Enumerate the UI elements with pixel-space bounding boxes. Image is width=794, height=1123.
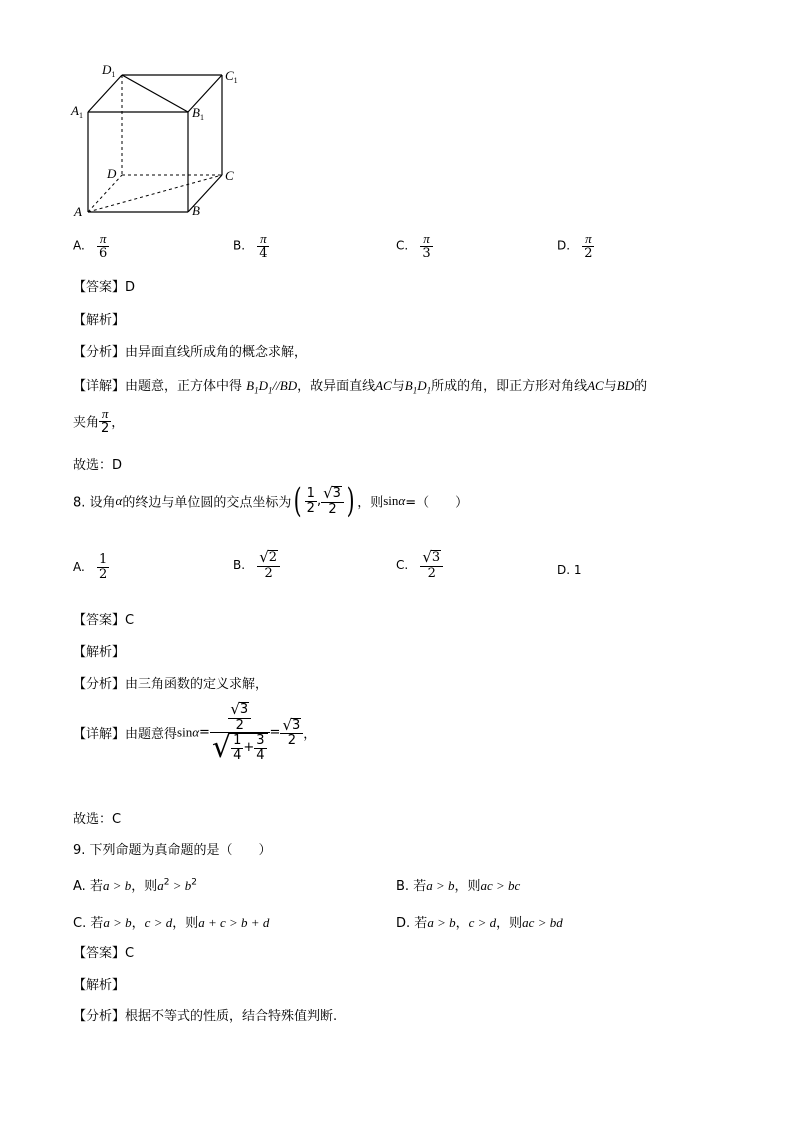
q8-option-a: A. $\frac{1}{2}$ — [73, 552, 108, 582]
q9-option-a: A. 若a > b，则$a^2 > b^2$ — [73, 877, 197, 894]
q7-answer: 【答案】D — [73, 280, 136, 295]
label-d1: $D_1$ — [102, 62, 116, 79]
q8-option-d: D. 1 — [557, 563, 582, 577]
q8-option-b: B. √ 2 2 — [233, 550, 280, 580]
q9-option-d: D. 若a > b，c > d，则ac > bd — [396, 915, 563, 931]
q9-option-b: B. 若a > b，则ac > bc — [396, 878, 521, 894]
q7-xiangjie-line2: 夹角 $\frac{\pi}{2}$ ， — [73, 406, 125, 436]
q9-fenxi: 【分析】根据不等式的性质，结合特殊值判断. — [73, 1009, 338, 1024]
q9-answer: 【答案】C — [73, 946, 135, 961]
q9-analysis-heading: 【解析】 — [73, 978, 126, 993]
label-b: B — [192, 203, 200, 218]
label-c: C — [225, 168, 234, 183]
q7-option-a: A. $\frac{\pi}{6}$ — [73, 231, 108, 261]
cube-figure — [60, 62, 260, 227]
q7-xiangjie-line1: 【详解】由题意，正方体中得 $B_1D_1//BD$，故异面直线AC与$B_1D_1$所成的角，即正方形对角线AC与BD的 — [73, 378, 648, 396]
q8-choice: 故选：C — [73, 812, 122, 827]
label-d: D — [107, 166, 117, 181]
q7-option-c: C. $\frac{\pi}{3}$ — [396, 231, 431, 261]
math-b1d1-parallel-bd: $B_1D_1//BD$ — [246, 378, 298, 396]
q8-stem: 8. 设角α的终边与单位圆的交点坐标为( $\frac{1}{2}$ , √ 3 2 ) ，则sinα=（ ） — [73, 481, 469, 521]
hidden-edge-a-d — [88, 175, 122, 212]
label-a1: $A_1$ — [71, 103, 83, 120]
q8-fenxi: 【分析】由三角函数的定义求解， — [73, 677, 269, 692]
diagonal-d1-b1 — [122, 75, 188, 112]
label-a: A — [74, 204, 82, 219]
q8-big-fraction: √ 3 2 √ $\frac{1}{4}$ + $\frac{3}{4}$ — [210, 702, 270, 763]
label-c1: $C_1$ — [225, 68, 238, 85]
q7-option-d: D. $\frac{\pi}{2}$ — [557, 231, 593, 261]
edge-d1-a1 — [88, 75, 122, 112]
q7-fenxi: 【分析】由异面直线所成角的概念求解， — [73, 345, 308, 360]
q7-choice: 故选：D — [73, 458, 123, 473]
q8-option-c: C. √ 3 2 — [396, 550, 443, 580]
q8-answer: 【答案】C — [73, 613, 135, 628]
q8-xiangjie: 【详解】由题意得sinα= √ 3 2 √ $\frac{1}{4}$ + $\frac{3}{4}$ = √ 3 2 ， — [73, 700, 317, 766]
q7-option-b: B. $\frac{\pi}{4}$ — [233, 231, 268, 261]
q9-stem: 9. 下列命题为真命题的是（ ） — [73, 843, 272, 858]
q8-analysis-heading: 【解析】 — [73, 645, 126, 660]
q9-option-c: C. 若a > b，c > d，则a + c > b + d — [73, 915, 270, 931]
q7-analysis-heading: 【解析】 — [73, 313, 126, 328]
label-b1: $B_1$ — [192, 105, 204, 122]
